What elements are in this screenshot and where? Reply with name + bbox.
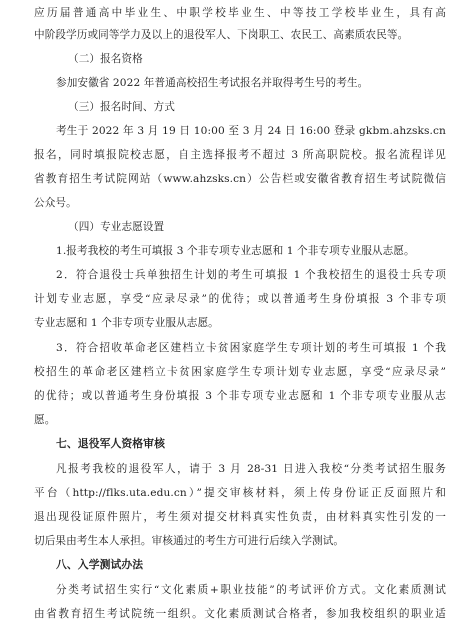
text-line: 应历届普通高中毕业生、中职学校毕业生、中等技工学校毕业生，具有高 <box>34 7 446 19</box>
text-line: 校招生的革命老区建档立卡贫困家庭学生专项计划专业志愿，享受“应录尽录” <box>34 366 446 378</box>
text-line: 公众号。 <box>34 197 77 209</box>
text-line: 专业志愿和 1 个非专项专业服从志愿。 <box>34 317 219 329</box>
section-heading: （三）报名时间、方式 <box>68 101 175 113</box>
text-line: 分类考试招生实行“文化素质+职业技能”的考试评价方式。文化素质测试 <box>56 584 446 596</box>
text-line: 由省教育招生考试院统一组织。文化素质测试合格者，参加我校组织的职业适 <box>34 608 446 620</box>
text-line: 3．符合招收革命老区建档立卡贫困家庭学生专项计划的考生可填报 1 个我 <box>56 342 446 354</box>
text-line: 退出现役证原件照片，考生须对提交材料真实性负责，由材料真实性引发的一 <box>34 511 446 523</box>
text-line: 切后果由考生本人承担。审核通过的考生方可进行后续入学测试。 <box>34 535 345 547</box>
text-line: 愿。 <box>34 414 56 426</box>
chapter-heading: 八、入学测试办法 <box>56 558 144 571</box>
text-line: 的优待；或以普通考生身份填报 3 个非专项专业志愿和 1 个非专项专业服从志 <box>34 390 446 402</box>
text-line: 计划专业志愿，享受“应录尽录”的优待；或以普通考生身份填报 3 个非专项 <box>34 293 446 305</box>
text-line: 凡报考我校的退役军人，请于 3 月 28-31 日进入我校“分类考试招生服务 <box>56 463 446 475</box>
text-line: 平台（http://flks.uta.edu.cn）”提交审核材料，须上传身份证正反面照片和 <box>34 487 446 499</box>
section-heading: （二）报名资格 <box>68 53 143 65</box>
text-line: 中阶段学历或同等学力及以上的退役军人、下岗职工、农民工、高素质农民等。 <box>34 29 409 41</box>
text-line: 参加安徽省 2022 年普通高校招生考试报名并取得考生号的考生。 <box>56 77 369 89</box>
chapter-heading: 七、退役军人资格审核 <box>56 437 165 450</box>
text-line: 2．符合退役士兵单独招生计划的考生可填报 1 个我校招生的退役士兵专项 <box>56 269 446 281</box>
text-line: 考生于 2022 年 3 月 19 日 10:00 至 3 月 24 日 16:00 登录 gkbm.ahzsks.cn <box>56 125 446 137</box>
text-line: 报名，同时填报院校志愿，自主选择报考不超过 3 所高职院校。报名流程详见 <box>34 149 446 161</box>
text-line: 1.报考我校的考生可填报 3 个非专项专业志愿和 1 个非专项专业服从志愿。 <box>56 245 415 257</box>
section-heading: （四）专业志愿设置 <box>68 221 165 233</box>
text-line: 省教育招生考试院网站（www.ahzsks.cn）公告栏或安徽省教育招生考试院微信 <box>34 173 446 185</box>
